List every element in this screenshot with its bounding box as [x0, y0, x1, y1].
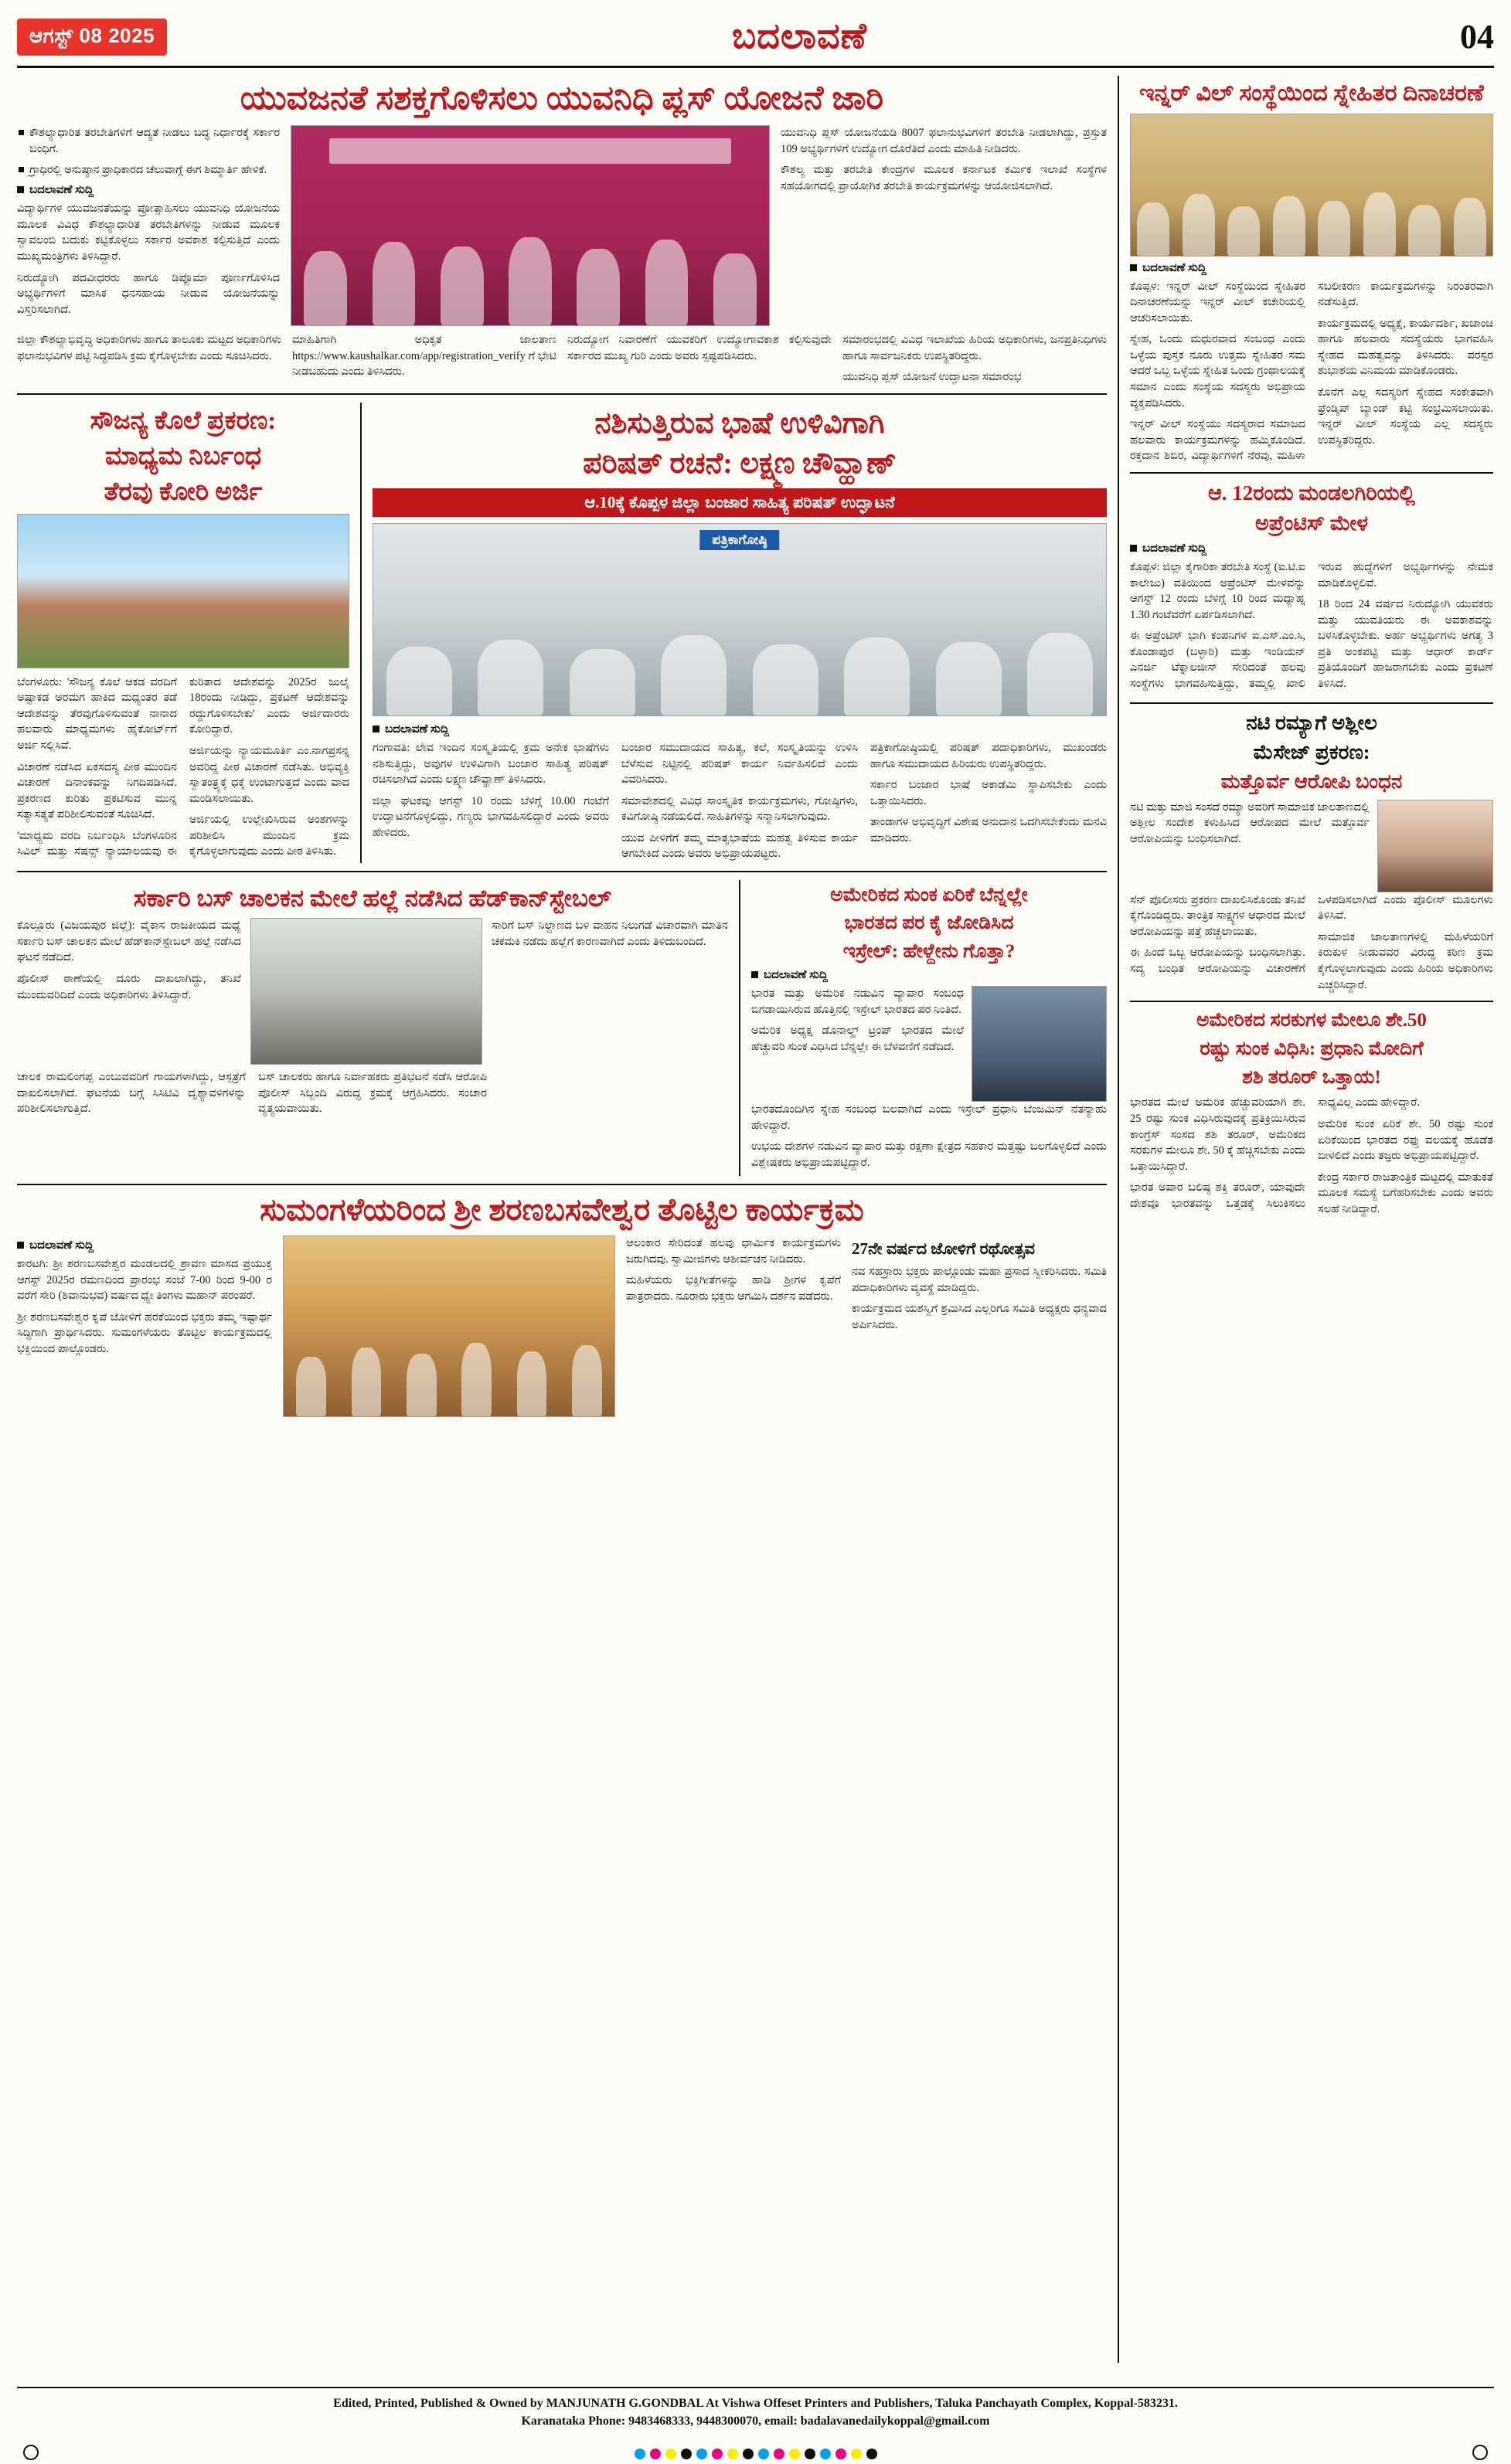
photo-figures — [373, 600, 1106, 715]
actress-para: ಸಾಮಾಜಿಕ ಜಾಲತಾಣಗಳಲ್ಲಿ ಮಹಿಳೆಯರಿಗೆ ಕಿರುಕುಳ ನೀಡುವವರ ವಿರುದ್ಧ ಕಠಿಣ ಕ್ರಮ ಕೈಗೊಳ್ಳಲಾಗುವುದು ಎಂದು ಹಿರಿಯ ಅಧಿಕಾರಿಗಳು ಎಚ್ಚರಿಸಿದ್ದಾರೆ. — [1318, 930, 1493, 991]
modi-para: ಭಾರತದ ಮೇಲೆ ಅಮೆರಿಕ ಹೆಚ್ಚುವರಿಯಾಗಿ ಶೇ. 25 ರಷ್ಟು ಸುಂಕ ವಿಧಿಸಿರುವುದಕ್ಕೆ ಪ್ರತಿಕ್ರಿಯಿಸಿರುವ ಕಾಂಗ್ರೆಸ್ ಸಂಸದ ಶಶಿ ತರೂರ್, ಅಮೆರಿಕದ ಸರಕುಗಳ ಮೇಲೂ ಶೇ. 50 ಕ್ಕೆ ಹೆಚ್ಚಿಸಬೇಕು ಎಂದು ಒತ್ತಾಯಿಸಿದ್ದಾರೆ. — [1130, 1096, 1305, 1173]
vertical-divider — [360, 403, 362, 863]
innerwheel-text — [1130, 279, 1493, 464]
yuvanidhi-para: ಸಮಾರಂಭದಲ್ಲಿ ವಿವಿಧ ಇಲಾಖೆಯ ಹಿರಿಯ ಅಧಿಕಾರಿಗಳು, ಜನಪ್ರತಿನಿಧಿಗಳು ಹಾಗೂ ಸಾರ್ವಜನಿಕರು ಉಪಸ್ಥಿತರಿದ್ದರು. — [842, 334, 1107, 362]
footer-line-1: Edited, Printed, Published & Owned by MANJUNATH G.GONDBAL At Vishwa Offeset Printers and Publishers, Taluka Panchayath Complex, Koppal-583231. — [333, 2396, 1178, 2410]
parishat-para: ಗಂಗಾವತಿ: ಲೇವ ಇಂದಿನ ಸಂಸ್ಕೃತಿಯಲ್ಲಿ ಕ್ರಮ ಅನೇಕ ಭಾಷೆಗಳು ನಶಿಸುತ್ತಿದ್ದು, ಅವುಗಳ ಉಳಿವಿಗಾಗಿ ಬಂಜಾರ ಸಾಹಿತ್ಯ ಪರಿಷತ್ ರಚಿಸಲಾಗಿದೆ ಎಂದು ಲಕ್ಷ್ಮಣ ಚೌವ್ಹಾಣ್ ತಿಳಿಸಿದರು. — [373, 741, 609, 787]
bus-headline: ಸರ್ಕಾರಿ ಬಸ್ ಚಾಲಕನ ಮೇಲೆ ಹಲ್ಲೆ ನಡೆಸಿದ ಹೆಡ್‌ಕಾನ್‌ಸ್ಟೇಬಲ್ — [133, 884, 611, 912]
sowjanya-headline-2: ಮಾಧ್ಯಮ ನಿರ್ಬಂಧ — [104, 442, 262, 471]
bus-para: ಚಾಲಕ ರಾಮಲಿಂಗಪ್ಪ ಎಂಬುವವರಿಗೆ ಗಾಯಗಳಾಗಿದ್ದು, ಆಸ್ಪತ್ರೆಗೆ ದಾಖಲಿಸಲಾಗಿದೆ. ಘಟನೆಯ ಬಗ್ಗೆ ಸಿಸಿಟಿವಿ ದೃಶ್ಯಾವಳಿಗಳನ್ನು ಪರಿಶೀಲಿಸಲಾಗುತ್ತಿದೆ. — [17, 1071, 246, 1116]
temple-subhead: 27ನೇ ವರ್ಷದ ಜೋಳಿಗೆ ರಥೋತ್ಸವ — [852, 1239, 1036, 1259]
article-temple — [17, 1193, 1107, 1417]
sowjanya-para: ವಿಚಾರಣೆ ನಡೆಸಿದ ಏಕಸದಸ್ಯ ಪೀಠ ಮುಂದಿನ ವಿಚಾರಣೆ ದಿನಾಂಕವನ್ನು ನಿಗದಿಪಡಿಸಿದೆ. ಪ್ರಕರಣದ ಕುರಿತು ಪ್ರಕಟಿಸುವ ಮುನ್ನ ಸತ್ಯಾಸತ್ಯತೆ ಪರಿಶೀಲಿಸುವಂತೆ ಸೂಚಿಸಿದೆ. — [17, 760, 177, 821]
modi-headline-3: ಶಶಿ ತರೂರ್ ಒತ್ತಾಯ! — [1242, 1066, 1381, 1088]
divider — [1130, 472, 1493, 474]
masthead — [17, 14, 1494, 68]
bus-para: ಕೊಲ್ಲೂರು (ವಿಜಯಪುರ ಜಿಲ್ಲೆ): ವೈಕಾಸ ರಾಜಕೀಯದ ಮಧ್ಯೆ ಸರ್ಕಾರಿ ಬಸ್ ಚಾಲಕನ ಮೇಲೆ ಹೆಡ್‌ಕಾನ್‌ಸ್ಟೇಬಲ್ ಹಲ್ಲೆ ನಡೆಸಿದ ಘಟನೆ ನಡೆದಿದೆ. — [17, 919, 241, 964]
article-actress-ramya — [1130, 712, 1493, 993]
apprentice-text — [1130, 559, 1493, 695]
parishat-headline-2: ಪರಿಷತ್ ರಚನೆ: ಲಕ್ಷ್ಮಣ ಚೌವ್ಹಾಣ್ — [583, 447, 897, 481]
apprentice-headline-1: ಆ. 12ರಂದು ಮಂಡಲಗಿರಿಯಲ್ಲಿ — [1207, 481, 1416, 505]
print-registration-bar — [0, 2444, 1511, 2464]
parishat-para: ಜಿಲ್ಲಾ ಘಟಕವು ಆಗಸ್ಟ್ 10 ರಂದು ಬೆಳಿಗ್ಗೆ 10.00 ಗಂಟೆಗೆ ಉದ್ಘಾಟನೆಗೊಳ್ಳಲಿದ್ದು, ಗಣ್ಯರು ಭಾಗವಹಿಸಲಿದ್ದಾರೆ ಎಂದು ಅವರು ಹೇಳಿದರು. — [373, 794, 609, 839]
apprentice-para: ಈ ಅಪ್ರೆಂಟಿಸ್ ಭಾಗಿ ಕಂಪನಿಗಳ ಐ.ಎಸ್.ಎಂ.ಸಿ, ಕೊಂಡಾಪುರ (ಬಳ್ಳಾರಿ) ಮತ್ತು ಇಂಡಿಯನ್ ಎನರ್ಜಿ ಟೆಕ್ನಾಲಜೀಸ್ ಸೇರಿದಂತೆ ಹಲವು ಸಂಸ್ಥೆಗಳು ಭಾಗವಹಿಸುತ್ತಿದ್ದು, ತಮ್ಮಲ್ಲಿ ಖಾಲಿ ಇರುವ ಹುದ್ದೆಗಳಿಗೆ ಅಭ್ಯರ್ಥಿಗಳನ್ನು ನೇಮಕ ಮಾಡಿಕೊಳ್ಳಲಿವೆ. — [1130, 560, 1493, 690]
temple-headline: ಸುಮಂಗಳೆಯರಿಂದ ಶ್ರೀ ಶರಣಬಸವೇಶ್ವರ ತೊಟ್ಟಿಲ ಕಾರ್ಯಕ್ರಮ — [260, 1192, 864, 1228]
apprentice-para: 18 ರಿಂದ 24 ವರ್ಷದ ನಿರುದ್ಯೋಗಿ ಯುವಕರು ಮತ್ತು ಯುವತಿಯರು ಈ ಅವಕಾಶವನ್ನು ಬಳಸಿಕೊಳ್ಳಬೇಕು. ಅರ್ಹ ಅಭ್ಯರ್ಥಿಗಳು ಅಗತ್ಯ 3 ಪ್ರತಿ ಅಂಕಪಟ್ಟಿ ಮತ್ತು ಆಧಾರ್ ಕಾರ್ಡ್ ಪ್ರತಿಯೊಂದಿಗೆ ಹಾಜರಾಗಬೇಕು ಎಂದು ಪ್ರಕಟಣೆ ತಿಳಿಸಿದೆ. — [1318, 598, 1493, 690]
registration-mark-right — [1472, 2445, 1488, 2460]
source-label: ಬದಲಾವಣೆ ಸುದ್ದಿ — [1130, 261, 1493, 275]
yuvanidhi-bullets — [17, 125, 280, 326]
yuvanidhi-sidecol — [781, 125, 1107, 326]
divider — [17, 393, 1107, 395]
source-label: ಬದಲಾವಣೆ ಸುದ್ದಿ — [17, 183, 280, 197]
divider — [17, 871, 1107, 872]
photo-figures — [291, 206, 769, 325]
article-sowjanya — [17, 403, 349, 863]
yuvanidhi-para: ನಿರುದ್ಯೋಗಿ ಪದವೀಧರರು ಹಾಗೂ ಡಿಪ್ಲೊಮಾ ಪೂರ್ಣಗೊಳಿಸಿದ ಅಭ್ಯರ್ಥಿಗಳಿಗೆ ಮಾಸಿಕ ಧನಸಹಾಯ ನೀಡುವ ಯೋಜನೆಯನ್ನು ವಿಸ್ತರಿಸಲಾಗಿದೆ. — [17, 271, 280, 316]
divider — [1130, 702, 1493, 704]
yuvanidhi-para: ನಿರುದ್ಯೋಗ ನಿವಾರಣೆಗೆ ಯುವಕರಿಗೆ ಉದ್ಯೋಗಾವಕಾಶ ಕಲ್ಪಿಸುವುದೇ ಸರ್ಕಾರದ ಮುಖ್ಯ ಗುರಿ ಎಂದು ಅವರು ಸ್ಪಷ್ಟಪಡಿಸಿದರು. — [567, 334, 832, 362]
yuvanidhi-para: ಮಾಹಿತಿಗಾಗಿ ಅಧಿಕೃತ ಜಾಲತಾಣ https://www.kaushalkar.com/app/registration_verify ಗೆ ಭೇಟಿ ನೀಡಬಹುದು ಎಂದು ತಿಳಿಸಿದರು. — [292, 334, 556, 379]
right-column — [1130, 76, 1493, 2363]
footer-line-2: Karanataka Phone: 9483468333, 9448300070, email: badalavanedailykoppal@gmail.com — [521, 2414, 990, 2428]
sowjanya-para: 'ಮಾಧ್ಯಮ ವರದಿ ನಿರ್ಬಂಧಿಸಿ ಬೆಂಗಳೂರಿನ ಸಿವಿಲ್ ಮತ್ತು ಸೆಷನ್ಸ್ ನ್ಯಾಯಾಲಯವು ಈ ಕುರಿತಾದ ಆದೇಶವನ್ನು 2025ರ ಜುಲೈ 18ರಂದು ನೀಡಿದ್ದು, ಪ್ರಕಟಣೆ ಆದೇಶವನ್ನು ರದ್ದುಗೊಳಿಸಬೇಕು' ಎಂದು ಅರ್ಜಿದಾರರು ಕೋರಿದ್ದಾರೆ. — [17, 675, 349, 858]
source-label: ಬದಲಾವಣೆ ಸುದ್ದಿ — [1130, 542, 1493, 556]
temple-col3 — [626, 1235, 841, 1417]
sowjanya-text — [17, 675, 349, 863]
parishat-para: ಬಂಜಾರ ಸಮುದಾಯದ ಸಾಹಿತ್ಯ, ಕಲೆ, ಸಂಸ್ಕೃತಿಯನ್ನು ಉಳಿಸಿ ಬೆಳೆಸುವ ನಿಟ್ಟಿನಲ್ಲಿ ಪರಿಷತ್ ಕಾರ್ಯ ನಿರ್ವಹಿಸಲಿದೆ ಎಂದು ವಿವರಿಸಿದರು. — [621, 741, 858, 787]
main-column — [17, 76, 1107, 2363]
yuvanidhi-para: ಕೌಶಲ್ಯ ಮತ್ತು ತರಬೇತಿ ಕೇಂದ್ರಗಳ ಮೂಲಕ ಕರ್ನಾಟಕ ಕರ್ಮಿಕ ಇಲಾಖೆ ಸಂಸ್ಥೆಗಳ ಸಹಯೋಗದಲ್ಲಿ ಪ್ರಾಯೋಗಿಕ ತರಬೇತಿ ಕಾರ್ಯಕ್ರಮಗಳನ್ನು ಆಯೋಜಿಸಲಾಗಿದೆ. — [781, 164, 1107, 192]
temple-photo — [283, 1235, 615, 1417]
modi-text — [1130, 1095, 1493, 1217]
photo-figures — [1131, 171, 1492, 256]
parishat-banner: ಆ.10ಕ್ಕೆ ಕೊಪ್ಪಳ ಜಿಲ್ಲಾ ಬಂಜಾರ ಸಾಹಿತ್ಯ ಪರಿಷತ್ ಉದ್ಘಾಟನೆ — [373, 488, 1107, 517]
article-tariff-israel — [751, 880, 1107, 1177]
bus-para: ಪೊಲೀಸ್ ಠಾಣೆಯಲ್ಲಿ ದೂರು ದಾಖಲಾಗಿದ್ದು, ತನಿಖೆ ಮುಂದುವರಿದಿದೆ ಎಂದು ಅಧಿಕಾರಿಗಳು ತಿಳಿಸಿದ್ದಾರೆ. — [17, 972, 241, 1001]
photo-banner — [329, 138, 730, 165]
source-label: ಬದಲಾವಣೆ ಸುದ್ದಿ — [751, 968, 1107, 982]
source-label: ಬದಲಾವಣೆ ಸುದ್ದಿ — [17, 1239, 272, 1252]
article-bus-assault — [17, 880, 728, 1177]
divider — [1130, 1001, 1493, 1002]
source-label: ಬದಲಾವಣೆ ಸುದ್ದಿ — [373, 722, 1107, 736]
tariff-para: ಉಭಯ ದೇಶಗಳ ನಡುವಿನ ವ್ಯಾಪಾರ ಮತ್ತು ರಕ್ಷಣಾ ಕ್ಷೇತ್ರದ ಸಹಕಾರ ಮತ್ತಷ್ಟು ಬಲಗೊಳ್ಳಲಿದೆ ಎಂದು ವಿಶ್ಲೇಷಕರು ಅಭಿಪ್ರಾಯಪಟ್ಟಿದ್ದಾರೆ. — [751, 1140, 1107, 1169]
tariff-para: ಭಾರತ ಮತ್ತು ಅಮೆರಿಕ ನಡುವಿನ ವ್ಯಾಪಾರ ಸಂಬಂಧ ಬಿಗಡಾಯಿಸಿರುವ ಹೊತ್ತಿನಲ್ಲಿ ಇಸ್ರೇಲ್ ಭಾರತದ ಪರ ನಿಂತಿದೆ. — [751, 987, 964, 1016]
article-apprentice-mela — [1130, 481, 1493, 695]
bullet-item: ಕೌಶಲ್ಯಾಧಾರಿತ ತರಬೇತಿಗಳಿಗೆ ಆದ್ಯತೆ ನೀಡಲು ಬದ್ಧ ನಿರ್ಧಾರಕ್ಕೆ ಸರ್ಕಾರ ಬಂಧಿಗೆ. — [17, 125, 280, 158]
row-court-parishat — [17, 403, 1107, 863]
temple-para: ಮಹಿಳೆಯರು ಭಕ್ತಿಗೀತೆಗಳನ್ನು ಹಾಡಿ ಶ್ರೀಗಳ ಕೃಪೆಗೆ ಪಾತ್ರರಾದರು. ನೂರಾರು ಭಕ್ತರು ಆಗಮಿಸಿ ದರ್ಶನ ಪಡೆದರು. — [626, 1274, 841, 1303]
temple-para: ಆಲಂಕಾರ ಸೇರಿದಂತೆ ಹಲವು ಧಾರ್ಮಿಕ ಕಾರ್ಯಕ್ರಮಗಳು ಜರುಗಿದವು. ಸ್ವಾಮೀಜಿಗಳು ಆಶೀರ್ವಚನ ನೀಡಿದರು. — [626, 1237, 841, 1266]
date-badge: ಆಗಸ್ಟ್ 08 2025 — [17, 19, 167, 56]
tariff-para: ಭಾರತದೊಂದಿಗಿನ ಸ್ನೇಹ ಸಂಬಂಧ ಬಲವಾಗಿದೆ ಎಂದು ಇಸ್ರೇಲ್ ಪ್ರಧಾನಿ ಬೆಂಜಮಿನ್ ನೆತನ್ಯಾಹು ಹೇಳಿದ್ದಾರೆ. — [751, 1103, 1107, 1132]
photo-figures — [284, 1308, 614, 1416]
article-tharoor-tariff — [1130, 1010, 1493, 1217]
actress-text — [1130, 892, 1493, 993]
yuvanidhi-para: ವಿದ್ಯಾರ್ಥಿಗಳ ಯುವಜನತೆಯನ್ನು ಪ್ರೋತ್ಸಾಹಿಸಲು ಯುವನಿಧಿ ಯೋಜನೆಯ ಮೂಲಕ ವಿವಿಧ ಕೌಶಲ್ಯಾಧಾರಿತ ತರಬೇತಿಗಳನ್ನು ನೀಡುವ ಮೂಲಕ ಸ್ವಾವಲಂಬಿ ಬದುಕು ಕಟ್ಟಿಕೊಳ್ಳಲು ಸರ್ಕಾರ ಅವಕಾಶ ಕಲ್ಪಿಸುತ್ತಿದೆ ಎಂದು ಮುಖ್ಯಮಂತ್ರಿಗಳು ತಿಳಿಸಿದ್ದಾರೆ. — [17, 202, 280, 263]
yuvanidhi-para: ಜಿಲ್ಲಾ ಕೌಶಲ್ಯಾಭಿವೃದ್ಧಿ ಅಧಿಕಾರಿಗಳು ಹಾಗೂ ತಾಲೂಕು ಮಟ್ಟದ ಅಧಿಕಾರಿಗಳು ಫಲಾನುಭವಿಗಳ ಪಟ್ಟಿ ಸಿದ್ಧಪಡಿಸಿ ಕ್ರಮ ಕೈಗೊಳ್ಳಬೇಕು ಎಂದು ಸೂಚಿಸಿದರು. — [17, 334, 281, 362]
inner-wheel-photo — [1130, 114, 1493, 257]
divider — [17, 1184, 1107, 1185]
press-meet-photo — [373, 523, 1107, 716]
sowjanya-para: ಅರ್ಜಿಯಲ್ಲಿ ಉಲ್ಲೇಖಿಸಿರುವ ಅಂಶಗಳನ್ನು ಪರಿಶೀಲಿಸಿ ಮುಂದಿನ ಕ್ರಮ ಕೈಗೊಳ್ಳಲಾಗುವುದು ಎಂದು ಪೀಠ ತಿಳಿಸಿತು. — [189, 814, 349, 858]
parishat-para: ಸರ್ಕಾರ ಬಂಜಾರ ಭಾಷೆ ಅಕಾಡೆಮಿ ಸ್ಥಾಪಿಸಬೇಕು ಎಂದು ಒತ್ತಾಯಿಸಿದರು. — [870, 779, 1107, 807]
innerwheel-para: ಇನ್ನರ್ ವೀಲ್ ಸಂಸ್ಥೆಯು ಸದಸ್ಯರಾದ ಸಮಾಜದ ಹಲವಾರು ಕಾರ್ಯಕ್ರಮಗಳನ್ನು ಹಮ್ಮಿಕೊಂಡಿದೆ. ರಕ್ತದಾನ ಶಿಬಿರ, ವಿದ್ಯಾರ್ಥಿಗಳಿಗೆ ನೆರವು, ಮಹಿಳಾ ಸಬಲೀಕರಣ ಕಾರ್ಯಕ್ರಮಗಳನ್ನು ನಿರಂತರವಾಗಿ ನಡೆಸುತ್ತಿದೆ. — [1130, 280, 1493, 463]
temple-para: ಶ್ರೀ ಶರಣಬಸವೇಶ್ವರ ಕೃಪೆ ಜೋಳಿಗೆ ಹರಕೆಯಿಂದ ಭಕ್ತರು ತಮ್ಮ ಇಷ್ಟಾರ್ಥ ಸಿದ್ಧಿಗಾಗಿ ಪ್ರಾರ್ಥಿಸಿದರು. ಸುಮಂಗಳೆಯರು ತೊಟ್ಟಿಲ ಕಾರ್ಯಕ್ರಮದಲ್ಲಿ ಭಕ್ತಿಯಿಂದ ಪಾಲ್ಗೊಂಡರು. — [17, 1310, 272, 1356]
parishat-para: ಪತ್ರಿಕಾಗೋಷ್ಠಿಯಲ್ಲಿ ಪರಿಷತ್ ಪದಾಧಿಕಾರಿಗಳು, ಮುಖಂಡರು ಹಾಗೂ ಸಮುದಾಯದ ಹಿರಿಯರು ಉಪಸ್ಥಿತರಿದ್ದರು. — [870, 741, 1107, 770]
actress-headline-3: ಮತ್ತೊರ್ವ ಆರೋಪಿ ಬಂಧನ — [1220, 770, 1403, 793]
parishat-para: ಸಮಾವೇಶದಲ್ಲಿ ವಿವಿಧ ಸಾಂಸ್ಕೃತಿಕ ಕಾರ್ಯಕ್ರಮಗಳು, ಗೋಷ್ಠಿಗಳು, ಕವಿಗೋಷ್ಠಿ ನಡೆಯಲಿದೆ. ಸಾಹಿತಿಗಳನ್ನು ಸನ್ಮಾನಿಸಲಾಗುವುದು. — [621, 794, 858, 824]
bus-para: ಸಾರಿಗೆ ಬಸ್ ನಿಲ್ದಾಣದ ಬಳಿ ವಾಹನ ನಿಲುಗಡೆ ವಿಚಾರವಾಗಿ ಮಾತಿನ ಚಕಮಕಿ ನಡೆದು ಹಲ್ಲೆಗೆ ಕಾರಣವಾಗಿದೆ ಎಂದು ತಿಳಿದುಬಂದಿದೆ. — [492, 919, 728, 948]
modi-para: ಅಮೆರಿಕ ಸುಂಕ ಏರಿಕೆ ಶೇ. 50 ರಷ್ಟು ಸುಂಕ ಏರಿಕೆಯಿಂದ ಭಾರತದ ರಫ್ತು ವಲಯಕ್ಕೆ ಹೊಡೆತ ಬೀಳಲಿದೆ ಎಂದು ತಜ್ಞರು ಅಭಿಪ್ರಾಯಪಟ್ಟಿದ್ದಾರೆ. — [1318, 1118, 1493, 1163]
sowjanya-headline-1: ಸೌಜನ್ಯ ಕೊಲೆ ಪ್ರಕರಣ: — [90, 406, 277, 435]
vertical-divider — [739, 880, 740, 1177]
tariff-headline-3: ಇಸ್ರೇಲ್: ಹೇಳ್ದೇನು ಗೊತ್ತಾ? — [842, 940, 1016, 962]
yuvanidhi-para: ಯುವನಿಧಿ ಪ್ಲಸ್ ಯೋಜನೆಯಡಿ 8007 ಫಲಾನುಭವಿಗಳಿಗೆ ತರಬೇತಿ ನೀಡಲಾಗಿದ್ದು, ಪ್ರಸ್ತುತ 109 ಅಭ್ಯರ್ಥಿಗಳಿಗೆ ಉದ್ಯೋಗ ದೊರೆತಿದೆ ಎಂದು ಮಾಹಿತಿ ನೀಡಿದರು. — [781, 127, 1107, 155]
tariff-headline-2: ಭಾರತದ ಪರ ಕೈ ಜೋಡಿಸಿದ — [844, 913, 1014, 934]
apprentice-headline-2: ಅಪ್ರೆಂಟಿಸ್ ಮೇಳ — [1255, 511, 1368, 535]
actress-headline-2: ಮೆಸೇಜ್ ಪ್ರಕರಣ: — [1253, 740, 1370, 763]
article-inner-wheel — [1130, 80, 1493, 464]
parishat-text — [373, 740, 1107, 862]
sowjanya-para: ಬೆಂಗಳೂರು: 'ಸೌಜನ್ಯ ಕೊಲೆ ಆಕಡ ವರದಿಗೆ ಅಷ್ಟಾಕಡ ಅರಮಗ ಹಾಕಿದ ಮಧ್ಯಂತರ ತಡೆ ಆದೇಶವನ್ನು ತೆರವುಗೊಳಿಸುವಂತೆ ನಾನಾದ ಹಲವಾರು ಮಾಧ್ಯಮಗಳು ಹೈಕೋರ್ಟ್‌ಗೆ ಅರ್ಜಿ ಸಲ್ಲಿಸಿವೆ. — [17, 675, 177, 753]
highcourt-photo — [17, 514, 349, 668]
temple-col1 — [17, 1235, 272, 1417]
photo-caption: ಯುವನಿಧಿ ಪ್ಲಸ್ ಯೋಜನೆ ಉದ್ಘಾಟನಾ ಸಮಾರಂಭ — [842, 371, 1022, 384]
modi-para: ಭಾರತ ಅಪಾರ ಬಲಿಷ್ಠ ಶಕ್ತಿ ತರೂರ್, ಯಾವುದೇ ದೇಶವೂ ಭಾರತವನ್ನು ಒತ್ತಡಕ್ಕೆ ಸಿಲುಕಿಸಲು ಸಾಧ್ಯವಿಲ್ಲ ಎಂದು ಹೇಳಿದ್ದಾರೆ. — [1130, 1096, 1421, 1210]
yuvanidhi-photo — [291, 125, 770, 326]
parishat-para: ತಾಂಡಾಗಳ ಅಭಿವೃದ್ಧಿಗೆ ವಿಶೇಷ ಅನುದಾನ ಒದಗಿಸಬೇಕೆಂದು ಮನವಿ ಮಾಡಿದರು. — [870, 816, 1107, 845]
page-number: 04 — [1460, 18, 1494, 56]
actress-headline-1: ನಟಿ ರಮ್ಯಾಗೆ ಅಶ್ಲೀಲ — [1246, 712, 1377, 735]
modi-para: ಕೇಂದ್ರ ಸರ್ಕಾರ ರಾಜತಾಂತ್ರಿಕ ಮಟ್ಟದಲ್ಲಿ ಮಾತುಕತೆ ಮೂಲಕ ಸಮಸ್ಯೆ ಬಗೆಹರಿಸಬೇಕು ಎಂದು ಅವರು ಸಲಹೆ ನೀಡಿದ್ದಾರೆ. — [1318, 1171, 1493, 1215]
temple-para: ನವ ಸಹಸ್ರಾರು ಭಕ್ತರು ಪಾಲ್ಗೊಂಡು ಮಹಾ ಪ್ರಸಾದ ಸ್ವೀಕರಿಸಿದರು. ಸಮಿತಿ ಪದಾಧಿಕಾರಿಗಳು ವ್ಯವಸ್ಥೆ ಮಾಡಿದ್ದರು. — [852, 1265, 1107, 1294]
yuvanidhi-headline: ಯುವಜನತೆ ಸಶಕ್ತಗೊಳಿಸಲು ಯುವನಿಧಿ ಪ್ಲಸ್ ಯೋಜನೆ ಜಾರಿ — [240, 80, 884, 117]
innerwheel-para: ಕಾರ್ಯಕ್ರಮದಲ್ಲಿ ಅಧ್ಯಕ್ಷೆ, ಕಾರ್ಯದರ್ಶಿ, ಖಜಾಂಚಿ ಹಾಗೂ ಹಲವಾರು ಸದಸ್ಯೆಯರು ಭಾಗವಹಿಸಿ ಸ್ನೇಹದ ಮಹತ್ವವನ್ನು ತಿಳಿಸಿದರು. ಪರಸ್ಪರ ಶುಭಾಶಯ ವಿನಿಮಯ ಮಾಡಿಕೊಂಡರು. — [1318, 317, 1493, 378]
registration-mark-left — [23, 2445, 39, 2460]
temple-para: ಕಾರಟಗಿ: ಶ್ರೀ ಶರಣಬಸವೇಶ್ವರ ಮಂಡಲದಲ್ಲಿ ಶ್ರಾವಣ ಮಾಸದ ಪ್ರಯುಕ್ತ ಆಗಸ್ಟ್ 2025ರ ರಮಣದಿಂದ ಪ್ರಾರಂಭ ಸಂಜೆ 7-00 ರಿಂದ 9-00 ರ ವರೆಗೆ ಸೇರಿ (ಶಿವಾನುಭವ) ವರ್ಷದ ಧ್ಯೇ ತಿಂಗಳು ಮಹಾನ್ ಪರಂಪರೆ. — [17, 1258, 272, 1303]
temple-para: ಕಾರ್ಯಕ್ರಮದ ಯಶಸ್ವಿಗೆ ಶ್ರಮಿಸಿದ ಎಲ್ಲರಿಗೂ ಸಮಿತಿ ಅಧ್ಯಕ್ಷರು ಧನ್ಯವಾದ ಅರ್ಪಿಸಿದರು. — [852, 1303, 1107, 1331]
assault-photo — [250, 918, 482, 1065]
row-bus-tariff — [17, 880, 1107, 1177]
sowjanya-headline-3: ತೆರವು ಕೋರಿ ಅರ್ಜಿ — [104, 478, 263, 506]
bus-continuation — [17, 1069, 728, 1117]
bullet-item: ಗ್ರಾಧಿರಲ್ಲಿ ಅನುಷ್ಠಾನ ಪ್ರಾಧಿಕಾರದ ಚೆಲುವಾಗ್ಗೆ ಈಗ ಶಿಮ್ಮಾರ್ತಿ ಹೇಳಿಕೆ. — [17, 162, 280, 178]
page-body — [17, 76, 1494, 2363]
apprentice-para: ಕೊಪ್ಪಳ: ಜಿಲ್ಲಾ ಕೈಗಾರಿಕಾ ತರಬೇತಿ ಸಂಸ್ಥೆ (ಐ.ಟಿ.ಐ ಕಾಲೇಜು) ವತಿಯಿಂದ ಅಪ್ರೆಂಟಿಸ್ ಮೇಳವನ್ನು ಆಗಸ್ಟ್ 12 ರಂದು ಬೆಳಿಗ್ಗೆ 10 ರಿಂದ ಮಧ್ಯಾಹ್ನ 1.30 ಗಂಟೆವರೆಗೆ ಏರ್ಪಡಿಸಲಾಗಿದೆ. — [1130, 560, 1305, 621]
netanyahu-photo — [972, 986, 1107, 1102]
parishat-headline-1: ನಶಿಸುತ್ತಿರುವ ಭಾಷೆ ಉಳಿವಿಗಾಗಿ — [594, 406, 885, 440]
temple-col4 — [852, 1235, 1107, 1417]
sowjanya-para: ಅರ್ಜಿಯನ್ನು ನ್ಯಾಯಮೂರ್ತಿ ಎಂ.ನಾಗಪ್ರಸನ್ನ ಅವರಿದ್ದ ಪೀಠ ವಿಚಾರಣೆ ನಡೆಸಿತು. ಅಭಿವ್ಯಕ್ತಿ ಸ್ವಾತಂತ್ರ್ಯಕ್ಕೆ ಧಕ್ಕೆ ಉಂಟಾಗುತ್ತದೆ ಎಂದು ವಾದ ಮಂಡಿಸಲಾಯಿತು. — [189, 745, 349, 805]
tariff-para: ಅಮೆರಿಕ ಅಧ್ಯಕ್ಷ ಡೊನಾಲ್ಡ್ ಟ್ರಂಪ್ ಭಾರತದ ಮೇಲೆ ಹೆಚ್ಚುವರಿ ಸುಂಕ ವಿಧಿಸಿದ ಬೆನ್ನಲ್ಲೇ ಈ ಬೆಳವಣಿಗೆ ನಡೆದಿದೆ. — [751, 1025, 964, 1053]
page-title: ಬದಲಾವಣೆ — [732, 16, 867, 56]
parishat-para: ಯುವ ಪೀಳಿಗೆಗೆ ತಮ್ಮ ಮಾತೃಭಾಷೆಯ ಮಹತ್ವ ತಿಳಿಸುವ ಕಾರ್ಯ ಆಗಬೇಕಿದೆ ಎಂದು ಅವರು ಅಭಿಪ್ರಾಯಪಟ್ಟರು. — [621, 831, 858, 861]
yuvanidhi-continuation — [17, 332, 1107, 386]
innerwheel-para: ಕೊಪ್ಪಳ: ಇನ್ನರ್ ವೀಲ್ ಸಂಸ್ಥೆಯಿಂದ ಸ್ನೇಹಿತರ ದಿನಾಚರಣೆಯನ್ನು ಇನ್ನರ್ ವೀಲ್ ಕಚೇರಿಯಲ್ಲಿ ಆಚರಿಸಲಾಯಿತು. — [1130, 280, 1305, 325]
modi-headline-2: ರಷ್ಟು ಸುಂಕ ವಿಧಿಸಿ: ಪ್ರಧಾನಿ ಮೋದಿಗೆ — [1200, 1038, 1424, 1059]
bus-para: ಬಸ್ ಚಾಲಕರು ಹಾಗೂ ನಿರ್ವಾಹಕರು ಪ್ರತಿಭಟನೆ ನಡೆಸಿ ಆರೋಪಿ ಪೊಲೀಸ್ ಸಿಬ್ಬಂದಿ ವಿರುದ್ಧ ಕ್ರಮಕ್ಕೆ ಆಗ್ರಹಿಸಿದರು. ಸಂಚಾರ ವ್ಯತ್ಯಯವಾಯಿತು. — [258, 1071, 487, 1116]
actress-para: ನಟಿ ಮತ್ತು ಮಾಜಿ ಸಂಸದೆ ರಮ್ಯಾ ಅವರಿಗೆ ಸಾಮಾಜಿಕ ಜಾಲತಾಣದಲ್ಲಿ ಅಶ್ಲೀಲ ಸಂದೇಶ ಕಳುಹಿಸಿದ ಆರೋಪದ ಮೇಲೆ ಮತ್ತೊರ್ವ ಆರೋಪಿಯನ್ನು ಬಂಧಿಸಲಾಗಿದೆ. — [1130, 800, 1370, 845]
innerwheel-headline: ಇನ್ನರ್ ವಿಲ್ ಸಂಸ್ಥೆಯಿಂದ ಸ್ನೇಹಿತರ ದಿನಾಚರಣೆ — [1139, 80, 1484, 106]
actress-photo — [1377, 800, 1493, 892]
actress-para: ಈ ಹಿಂದೆ ಒಬ್ಬ ಆರೋಪಿಯನ್ನು ಬಂಧಿಸಲಾಗಿತ್ತು. ಸದ್ಯ ಬಂಧಿತ ಆರೋಪಿಯನ್ನು ವಿಚಾರಣೆಗೆ ಒಳಪಡಿಸಲಾಗಿದೆ ಎಂದು ಪೊಲೀಸ್ ಮೂಲಗಳು ತಿಳಿಸಿವೆ. — [1130, 893, 1493, 976]
tariff-headline-1: ಅಮೇರಿಕದ ಸುಂಕ ಏರಿಕೆ ಬೆನ್ನಲ್ಲೇ — [830, 884, 1028, 906]
modi-headline-1: ಅಮೇರಿಕದ ಸರಕುಗಳ ಮೇಲೂ ಶೇ.50 — [1196, 1010, 1427, 1031]
press-meet-label: ಪತ್ರಿಕಾಗೋಷ್ಠಿ — [699, 530, 779, 550]
bus-col3 — [492, 918, 728, 1065]
article-banjara-parishat — [373, 403, 1107, 863]
actress-para: ಸೆನ್ ಪೊಲೀಸರು ಪ್ರಕರಣ ದಾಖಲಿಸಿಕೊಂಡು ತನಿಖೆ ಕೈಗೊಂಡಿದ್ದರು. ತಾಂತ್ರಿಕ ಸಾಕ್ಷ್ಯಗಳ ಆಧಾರದ ಮೇಲೆ ಆರೋಪಿಯನ್ನು ಪತ್ತೆ ಹಚ್ಚಲಾಯಿತು. — [1130, 893, 1305, 938]
innerwheel-para: ಕೊನೆಗೆ ಎಲ್ಲ ಸದಸ್ಯರಿಗೆ ಸ್ನೇಹದ ಸಂಕೇತವಾಗಿ ಫ್ರೆಂಡ್ಶಿಪ್ ಬ್ಯಾಂಡ್ ಕಟ್ಟಿ ಸಂಭ್ರಮಿಸಲಾಯಿತು. ಇನ್ನರ್ ವೀಲ್ ಸಂಸ್ಥೆಯ ಎಲ್ಲ ಸದಸ್ಯರು ಉಪಸ್ಥಿತರಿದ್ದರು. — [1318, 386, 1493, 447]
innerwheel-para: ಸ್ನೇಹ, ಒಂದು ಮಧುರವಾದ ಸಂಬಂಧ ಎಂದು ಒಳ್ಳೆಯ ಪುಸ್ತಕ ನೂರು ಉತ್ತಮ ಸ್ನೇಹಿತರ ಸಮ ಆದರೆ ಒಬ್ಬ ಒಳ್ಳೆಯ ಸ್ನೇಹಿತ ಒಂದು ಗ್ರಂಥಾಲಯಕ್ಕೆ ಸಮಾನ ಎಂದು ಸಂಸ್ಥೆಯ ಸದಸ್ಯರು ಅಭಿಪ್ರಾಯ ವ್ಯಕ್ತಪಡಿಸಿದರು. — [1130, 333, 1305, 410]
footer-imprint — [17, 2387, 1494, 2430]
article-yuvanidhi — [17, 80, 1107, 386]
bus-col1 — [17, 918, 241, 1065]
vertical-divider-main — [1118, 76, 1119, 2363]
